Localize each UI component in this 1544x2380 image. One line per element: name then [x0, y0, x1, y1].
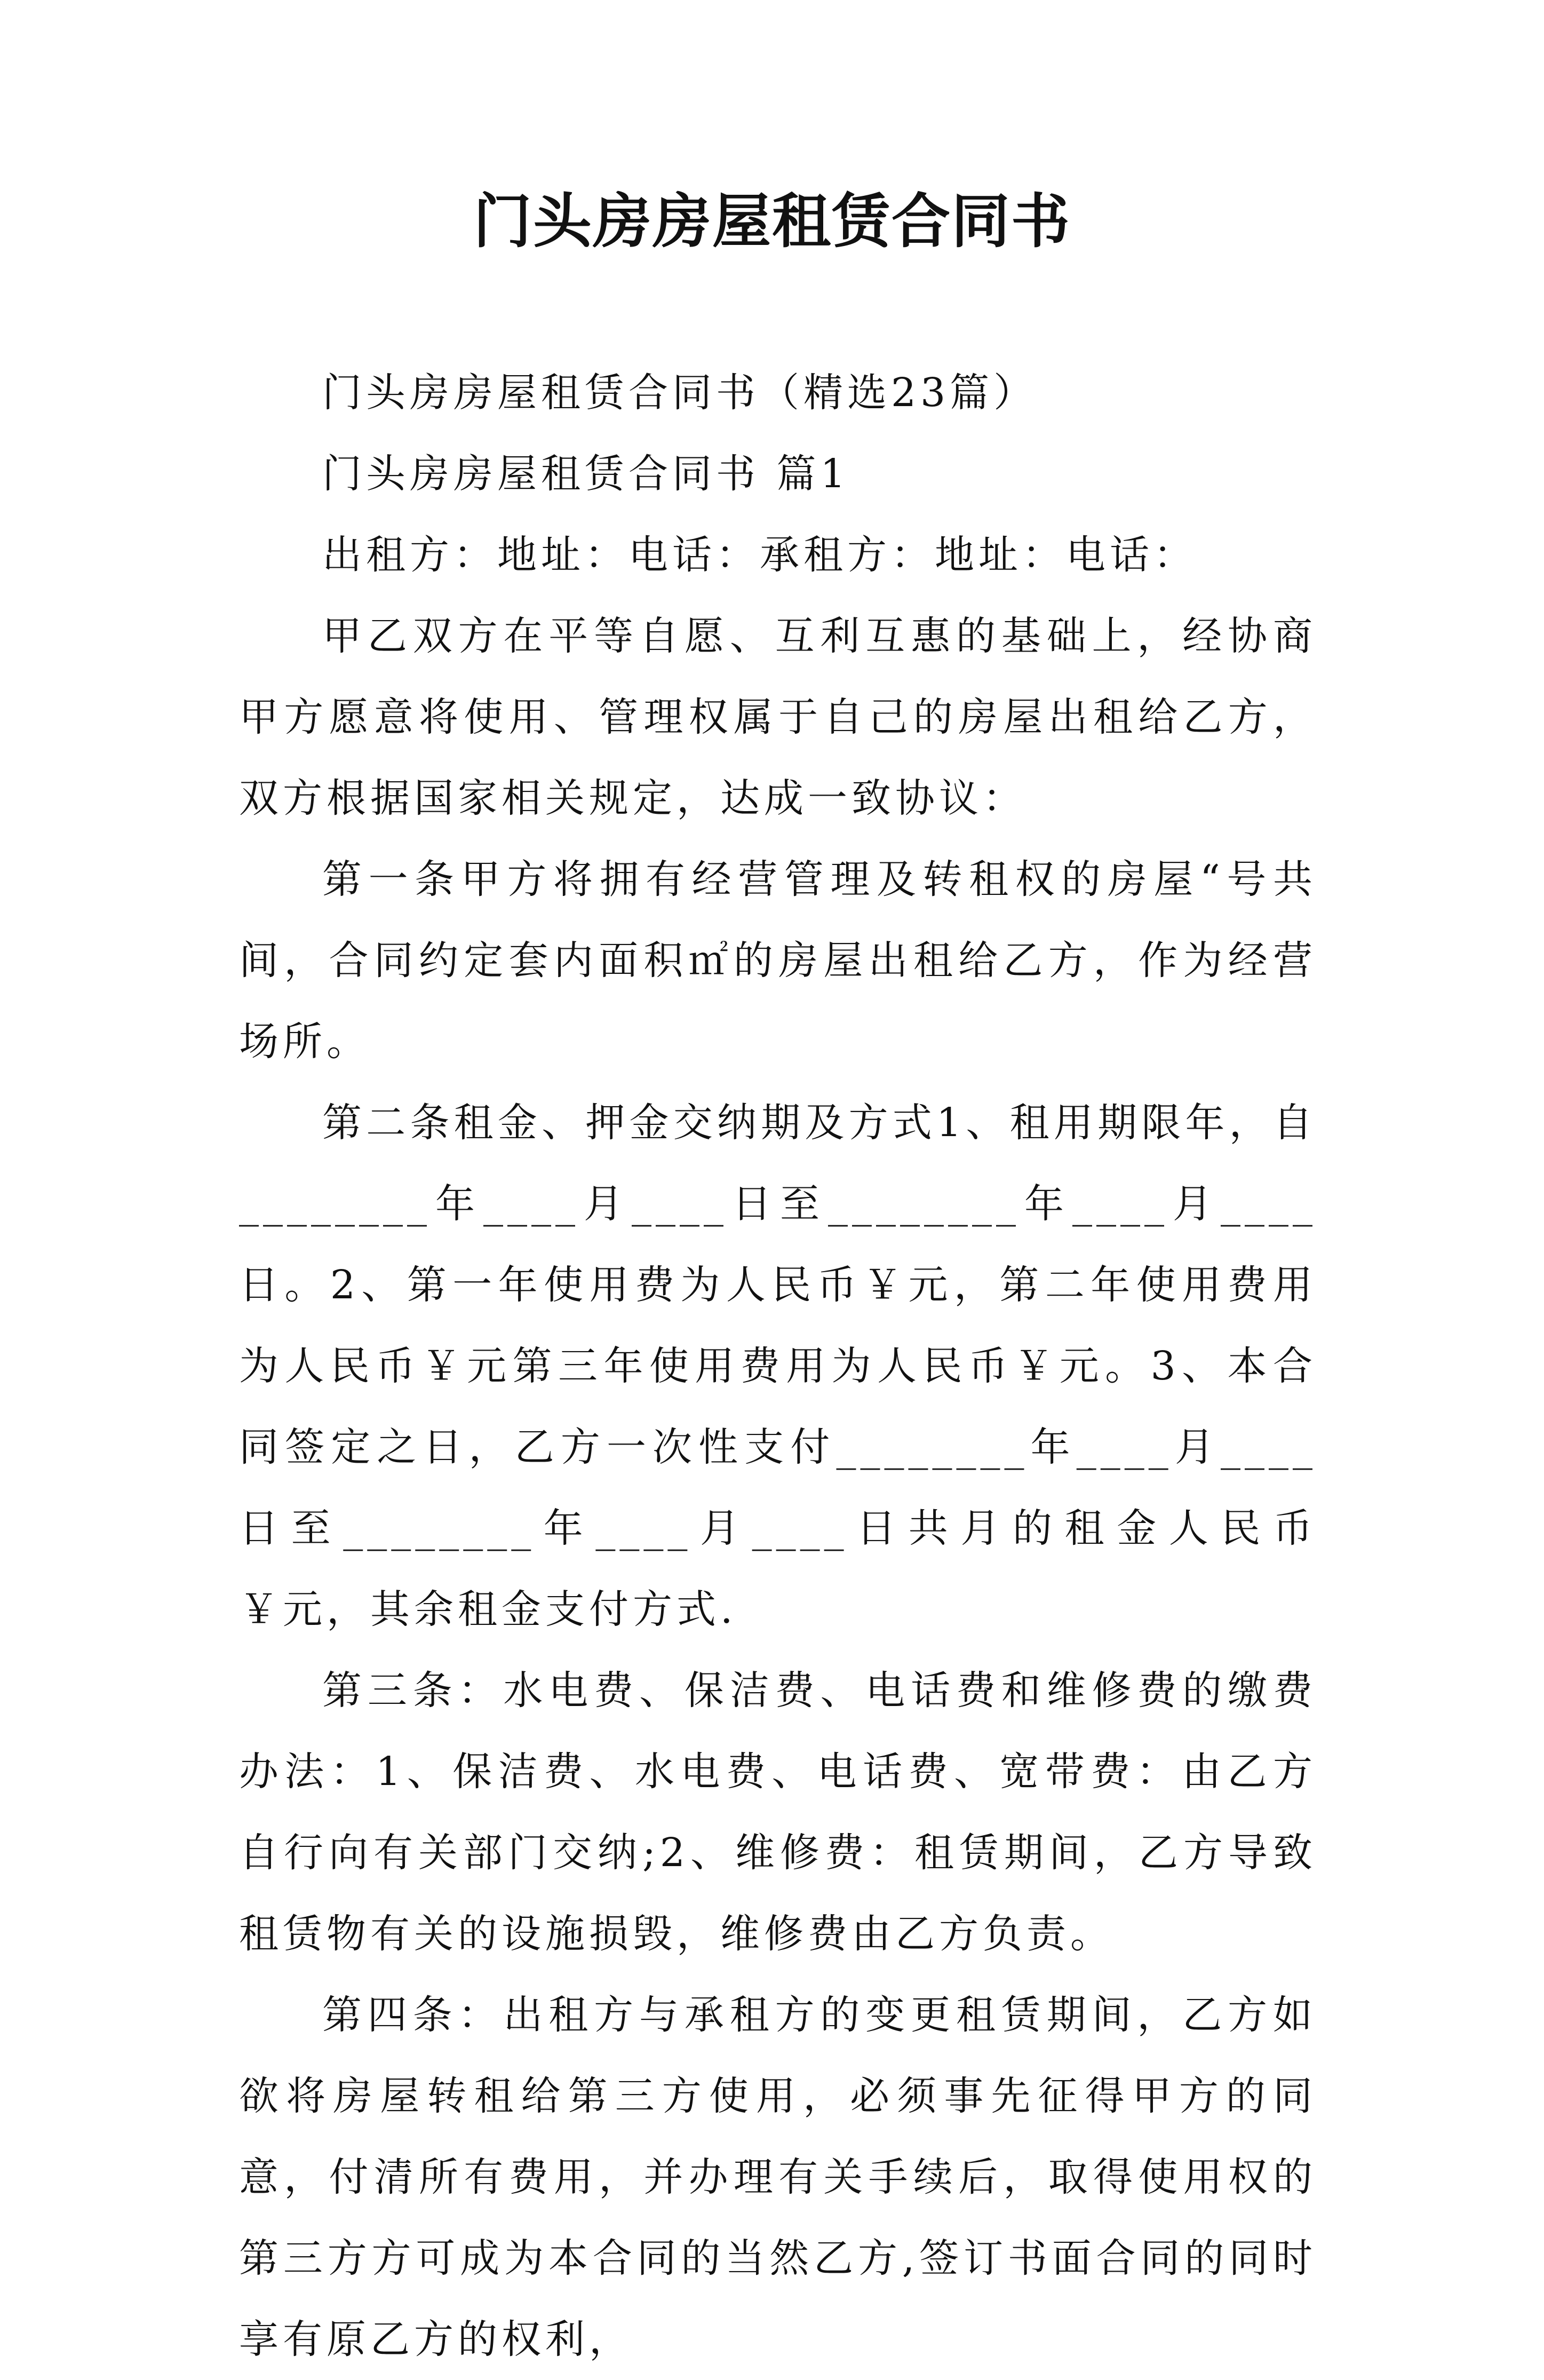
parties-line: 出租方：地址：电话：承租方：地址：电话： — [322, 532, 1197, 578]
article-1-paragraph: 第一条甲方将拥有经营管理及转租权的房屋“号共间，合同约定套内面积㎡的房屋出租给乙方，作为经营场所。 — [239, 856, 1317, 1065]
article-4-paragraph: 第四条：出租方与承租方的变更租赁期间，乙方如欲将房屋转租给第三方使用，必须事先征得甲方的同意，付清所有费用，并办理有关手续后，取得使用权的第三方方可成为本合同的当然乙方,签订书面合同的同时享有原乙方的权利， — [239, 1992, 1317, 2362]
article-3-paragraph: 第三条：水电费、保洁费、电话费和维修费的缴费办法：1、保洁费、水电费、电话费、宽带费：由乙方自行向有关部门交纳;2、维修费：租赁期间，乙方导致租赁物有关的设施损毁，维修费由乙方负责。 — [239, 1668, 1317, 1957]
article-2-paragraph: 第二条租金、押金交纳期及方式1、租用期限年，自________年____月____日至________年____月____日。2、第一年使用费为人民币￥元，第二年使用费用为人民币￥元第三年使用费用为人民币￥元。3、本合同签定之日，乙方一次性支付________年____月____日至________年____月____日共月的租金人民币￥元，其余租金支付方式. — [239, 1100, 1317, 1632]
section-heading: 门头房房屋租赁合同书 篇1 — [322, 451, 850, 497]
document-body — [239, 352, 1317, 2380]
preamble-paragraph: 甲乙双方在平等自愿、互利互惠的基础上，经协商甲方愿意将使用、管理权属于自己的房屋出租给乙方，双方根据国家相关规定，达成一致协议： — [239, 613, 1317, 821]
document-title: 门头房房屋租赁合同书 — [473, 187, 1071, 256]
subtitle-paragraph: 门头房房屋租赁合同书（精选23篇） — [322, 370, 1038, 416]
